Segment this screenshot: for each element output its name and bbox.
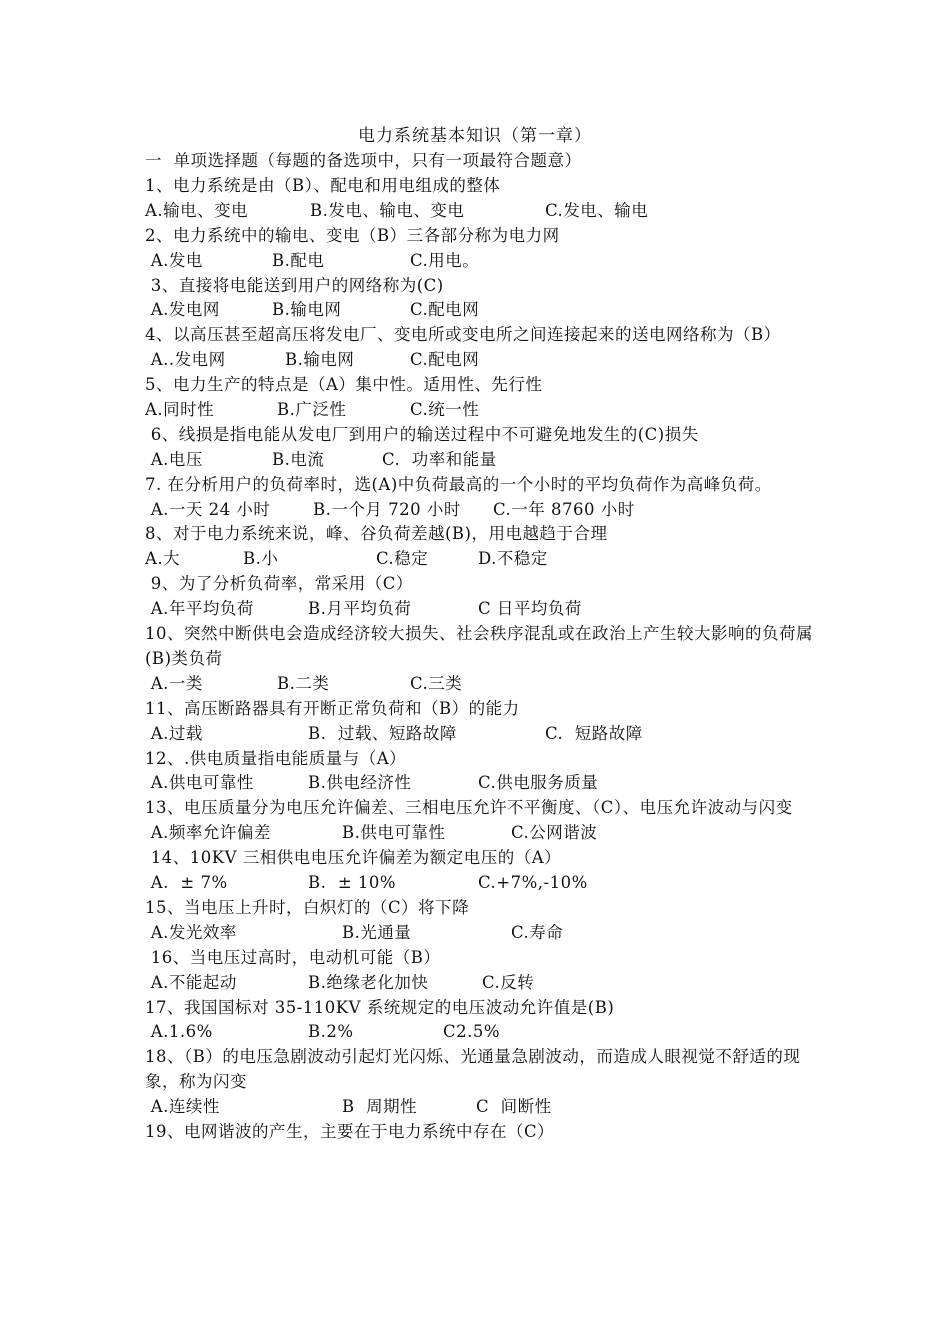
- section-heading: 一 单项选择题（每题的备选项中，只有一项最符合题意）: [145, 151, 582, 170]
- option-choice: D.不稳定: [478, 549, 548, 569]
- option-row: [145, 771, 825, 796]
- option-choice: A.不能起动: [145, 972, 237, 992]
- option-choice: A.一天 24 小时: [145, 499, 271, 519]
- question-text: 10、突然中断供电会造成经济较大损失、社会秩序混乱或在政治上产生较大影响的负荷属(B)类负荷: [145, 624, 813, 668]
- option-choice: A.电压: [145, 449, 203, 469]
- option-row: [145, 199, 825, 224]
- option-choice: B.输电网: [272, 300, 342, 320]
- option-row: [145, 498, 825, 523]
- option-row: [145, 971, 825, 996]
- question-text: 14、10KV 三相供电电压允许偏差为额定电压的（A）: [145, 848, 562, 868]
- question-text: 13、电压质量分为电压允许偏差、三相电压允许不平衡度、（C）、电压允许波动与闪变: [145, 798, 793, 818]
- option-choice: B.配电: [272, 250, 325, 270]
- option-row: [145, 398, 825, 423]
- option-choice: A.大: [145, 549, 181, 569]
- option-choice: B.供电可靠性: [342, 823, 446, 843]
- question-text: 17、我国国标对 35-110KV 系统规定的电压波动允许值是(B): [145, 997, 615, 1017]
- option-row: [145, 821, 825, 846]
- question-text: 1、电力系统是由（B）、配电和用电组成的整体: [145, 175, 501, 195]
- option-choice: B.二类: [277, 673, 330, 693]
- option-row: [145, 298, 825, 323]
- option-choice: A.一类: [145, 673, 203, 693]
- option-choice: A.发光效率: [145, 922, 237, 942]
- option-choice: A.1.6%: [145, 1022, 213, 1042]
- question-text: 3、直接将电能送到用户的网络称为(C): [145, 275, 444, 295]
- question-text: 19、电网谐波的产生，主要在于电力系统中存在（C）: [145, 1122, 555, 1142]
- option-choice: A.同时性: [145, 400, 215, 419]
- option-choice: B. ± 10%: [308, 873, 397, 893]
- option-choice: B.光通量: [342, 922, 412, 942]
- option-choice: C.三类: [410, 673, 463, 693]
- question-text: 11、高压断路器具有开断正常负荷和（B）的能力: [145, 698, 520, 718]
- option-choice: A.过载: [145, 723, 203, 743]
- option-choice: B.输电网: [285, 350, 355, 370]
- option-choice: A.连续性: [145, 1097, 220, 1117]
- option-row: [145, 1095, 825, 1120]
- option-choice: B.电流: [272, 449, 325, 469]
- option-row: [145, 871, 825, 896]
- option-choice: B.小: [243, 549, 279, 569]
- option-choice: C. 短路故障: [545, 723, 643, 743]
- question-text: 9、为了分析负荷率，常采用（C）: [145, 574, 413, 594]
- option-choice: B.一个月 720 小时: [313, 499, 461, 519]
- option-choice: C.供电服务质量: [478, 773, 599, 793]
- option-choice: C.公网谐波: [511, 823, 598, 843]
- option-choice: C.统一性: [410, 400, 480, 419]
- option-choice: C 日平均负荷: [478, 599, 582, 619]
- option-choice: B.月平均负荷: [308, 599, 412, 619]
- option-choice: A..发电网: [145, 350, 226, 370]
- option-choice: C.反转: [482, 972, 535, 992]
- option-choice: A.频率允许偏差: [145, 823, 271, 843]
- option-choice: B.广泛性: [277, 400, 347, 419]
- question-text: 2、电力系统中的输电、变电（B）三各部分称为电力网: [145, 225, 560, 245]
- page-title: 电力系统基本知识（第一章）: [358, 126, 592, 146]
- question-text: 12、.供电质量指电能质量与（A）: [145, 748, 407, 768]
- option-choice: A.年平均负荷: [145, 599, 254, 619]
- option-choice: A.发电网: [145, 300, 220, 320]
- question-text: 7. 在分析用户的负荷率时，选(A)中负荷最高的一个小时的平均负荷作为高峰负荷。: [145, 474, 772, 494]
- option-choice: B.绝缘老化加快: [308, 972, 429, 992]
- question-text: 5、电力生产的特点是（A）集中性。适用性、先行性: [145, 375, 543, 395]
- option-choice: C.发电、输电: [545, 200, 649, 220]
- question-text: 6、线损是指电能从发电厂到用户的输送过程中不可避免地发生的(C)损失: [145, 424, 699, 444]
- question-text: 15、当电压上升时，白炽灯的（C）将下降: [145, 897, 470, 917]
- question-text: 18、（B）的电压急剧波动引起灯光闪烁、光通量急剧波动，而造成人眼视觉不舒适的现象，称为闪变: [145, 1047, 801, 1092]
- option-row: [145, 249, 825, 274]
- option-choice: B.供电经济性: [308, 773, 412, 793]
- option-choice: B 周期性: [342, 1097, 418, 1117]
- option-choice: A.供电可靠性: [145, 773, 254, 793]
- option-choice: C.用电。: [410, 250, 480, 270]
- option-choice: A. ± 7%: [145, 873, 228, 893]
- option-choice: A.发电: [145, 250, 203, 270]
- option-row: [145, 597, 825, 622]
- option-choice: B.发电、输电、变电: [310, 200, 465, 220]
- question-list: [145, 149, 825, 1145]
- question-text: 16、当电压过高时，电动机可能（B）: [145, 947, 441, 967]
- option-row: [145, 921, 825, 946]
- question-text: 4、以高压甚至超高压将发电厂、变电所或变电所之间连接起来的送电网络称为（B）: [145, 325, 781, 345]
- option-row: [145, 348, 825, 373]
- question-text: 8、对于电力系统来说，峰、谷负荷差越(B)，用电越趋于合理: [145, 524, 608, 544]
- option-choice: A.输电、变电: [145, 200, 249, 220]
- option-choice: C.一年 8760 小时: [493, 499, 635, 519]
- option-choice: C.+7%,-10%: [478, 873, 588, 893]
- option-row: [145, 1020, 825, 1045]
- option-row: [145, 672, 825, 697]
- option-choice: C 间断性: [476, 1097, 552, 1117]
- option-choice: C.寿命: [511, 922, 564, 942]
- option-row: [145, 547, 825, 572]
- option-choice: C.配电网: [410, 350, 480, 370]
- option-choice: C.配电网: [410, 300, 480, 320]
- option-choice: B.2%: [308, 1022, 354, 1042]
- option-choice: C.稳定: [376, 549, 429, 569]
- questions: [145, 174, 825, 1145]
- option-row: [145, 722, 825, 747]
- option-choice: C2.5%: [443, 1022, 501, 1042]
- option-row: [145, 448, 825, 473]
- option-choice: C. 功率和能量: [382, 449, 497, 469]
- option-choice: B. 过载、短路故障: [308, 723, 457, 743]
